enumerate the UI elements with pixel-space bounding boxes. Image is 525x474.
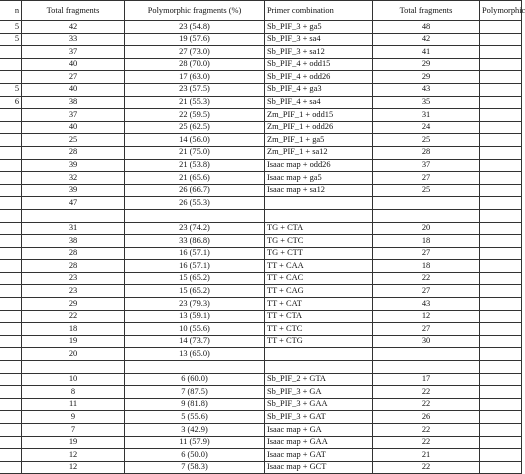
table-cell: Sb_PIF_4 + odd15 (265, 58, 373, 71)
table-cell: 40 (22, 83, 125, 96)
header-cell: Polymorphic fragments (%) (125, 1, 265, 21)
empty-cell (125, 209, 265, 222)
table-cell: 6 (50.0) (125, 449, 265, 462)
table-cell: 22 (373, 461, 480, 474)
table-cell: 32 (22, 172, 125, 185)
table-cell: 25 (62.5) (125, 121, 265, 134)
table-cell: 38 (22, 96, 125, 109)
table-cell: 23 (22, 272, 125, 285)
table-row (0, 398, 522, 411)
table-cell: 21 (75.0) (125, 146, 265, 159)
table-cell (0, 323, 22, 336)
table-cell (480, 436, 522, 449)
table-cell (0, 335, 22, 348)
table-cell: 13 (59.1) (125, 310, 265, 323)
table-cell (0, 235, 22, 248)
table-cell: 22 (59.5) (125, 109, 265, 122)
table-row (0, 46, 522, 59)
table-cell: Zm_PIF_1 + sa12 (265, 146, 373, 159)
table-row (0, 83, 522, 96)
table-cell: 38 (22, 235, 125, 248)
table-cell: 28 (70.0) (125, 58, 265, 71)
table-cell: 20 (22, 348, 125, 361)
table-cell: 15 (65.2) (125, 285, 265, 298)
table-cell: Sb_PIF_4 + ga3 (265, 83, 373, 96)
header-cell: Total fragments (373, 1, 480, 21)
table-row (0, 222, 522, 235)
table-cell (480, 272, 522, 285)
table-row (0, 134, 522, 147)
table-cell: 23 (74.2) (125, 222, 265, 235)
table-cell: 31 (22, 222, 125, 235)
table-cell (0, 121, 22, 134)
header-cell: Primer combination (265, 1, 373, 21)
table-cell: Isaac map + GA (265, 424, 373, 437)
table-cell (480, 58, 522, 71)
table-cell (480, 285, 522, 298)
table-cell (0, 373, 22, 386)
table-cell: 28 (22, 146, 125, 159)
table-row (0, 58, 522, 71)
table-cell (0, 449, 22, 462)
table-cell (480, 46, 522, 59)
table-cell: 27 (373, 172, 480, 185)
table-cell: Sb_PIF_3 + GAA (265, 398, 373, 411)
table-cell: Sb_PIF_3 + ga5 (265, 21, 373, 34)
table-cell: 7 (58.3) (125, 461, 265, 474)
table-cell (480, 424, 522, 437)
table-cell: 23 (54.8) (125, 21, 265, 34)
table-cell (265, 197, 373, 210)
table-cell (0, 71, 22, 84)
table-cell: Isaac map + GCT (265, 461, 373, 474)
table-cell: 14 (73.7) (125, 335, 265, 348)
table-cell (0, 285, 22, 298)
table-cell: 18 (373, 260, 480, 273)
table-cell: 33 (86.8) (125, 235, 265, 248)
table-row (0, 159, 522, 172)
table-cell (0, 411, 22, 424)
table-cell: TG + CTT (265, 247, 373, 260)
table-cell (0, 436, 22, 449)
table-cell: 27 (373, 247, 480, 260)
table-cell: 42 (373, 33, 480, 46)
table-cell: Zm_PIF_1 + ga5 (265, 134, 373, 147)
header-cell: Total fragments (22, 1, 125, 21)
table-cell (480, 109, 522, 122)
table-cell: 27 (373, 323, 480, 336)
table-row (0, 96, 522, 109)
table-cell (0, 222, 22, 235)
table-cell (480, 184, 522, 197)
table-cell: 3 (42.9) (125, 424, 265, 437)
table-cell (480, 197, 522, 210)
table-cell: 37 (22, 46, 125, 59)
table-cell: TT + CTC (265, 323, 373, 336)
table-cell (480, 310, 522, 323)
table-cell: 37 (373, 159, 480, 172)
table-cell: Sb_PIF_3 + GAT (265, 411, 373, 424)
table-cell (0, 398, 22, 411)
table-cell: 13 (65.0) (125, 348, 265, 361)
table-cell: 5 (0, 83, 22, 96)
table-cell (265, 348, 373, 361)
table-cell (0, 197, 22, 210)
table-cell: Sb_PIF_3 + GA (265, 386, 373, 399)
table-row (0, 461, 522, 474)
table-row (0, 348, 522, 361)
table-cell: 6 (60.0) (125, 373, 265, 386)
table-cell: Isaac map + odd26 (265, 159, 373, 172)
table-cell (0, 109, 22, 122)
table-cell (0, 184, 22, 197)
table-cell: 48 (373, 21, 480, 34)
table-row (0, 310, 522, 323)
table-row (0, 184, 522, 197)
table-cell: 6 (0, 96, 22, 109)
table-row (0, 146, 522, 159)
table-cell: Zm_PIF_1 + odd26 (265, 121, 373, 134)
table-cell: 11 (57.9) (125, 436, 265, 449)
empty-cell (0, 209, 22, 222)
table-cell (480, 298, 522, 311)
table-cell (480, 348, 522, 361)
table-cell: 22 (22, 310, 125, 323)
table-header-row (0, 1, 522, 21)
table-cell: 17 (63.0) (125, 71, 265, 84)
empty-cell (0, 361, 22, 374)
empty-cell (480, 209, 522, 222)
table-cell (480, 386, 522, 399)
table-cell: 25 (373, 134, 480, 147)
table-cell: 9 (81.8) (125, 398, 265, 411)
table-cell: 18 (373, 235, 480, 248)
table-cell: 18 (22, 323, 125, 336)
table-cell: TT + CAC (265, 272, 373, 285)
table-cell: 22 (373, 398, 480, 411)
group-separator-row (0, 209, 522, 222)
table-cell (0, 146, 22, 159)
table-cell: Sb_PIF_4 + odd26 (265, 71, 373, 84)
table-cell: TT + CAA (265, 260, 373, 273)
table-cell (480, 247, 522, 260)
table-cell (480, 172, 522, 185)
table-row (0, 172, 522, 185)
table-cell: 23 (79.3) (125, 298, 265, 311)
table-row (0, 449, 522, 462)
table-cell: 29 (22, 298, 125, 311)
table-cell (0, 134, 22, 147)
table-row (0, 335, 522, 348)
table-cell: 8 (22, 386, 125, 399)
table-cell: Isaac map + sa12 (265, 184, 373, 197)
table-cell: 41 (373, 46, 480, 59)
table-cell: 5 (55.6) (125, 411, 265, 424)
table-cell (0, 386, 22, 399)
table-cell: 39 (22, 184, 125, 197)
table-row (0, 373, 522, 386)
table-cell (480, 323, 522, 336)
table-cell: 14 (56.0) (125, 134, 265, 147)
table-cell: 21 (53.8) (125, 159, 265, 172)
table-cell: Isaac map + ga5 (265, 172, 373, 185)
table-cell: TG + CTA (265, 222, 373, 235)
table-cell: Isaac map + GAA (265, 436, 373, 449)
table-cell: 33 (22, 33, 125, 46)
table-row (0, 386, 522, 399)
table-cell (373, 197, 480, 210)
table-cell (480, 146, 522, 159)
table-body (0, 21, 522, 474)
table-cell (480, 159, 522, 172)
table-row (0, 260, 522, 273)
table-cell: 5 (0, 21, 22, 34)
table-cell: Sb_PIF_3 + sa4 (265, 33, 373, 46)
table-cell: 28 (22, 260, 125, 273)
table-cell: TT + CAG (265, 285, 373, 298)
table-cell: 22 (373, 424, 480, 437)
table-row (0, 298, 522, 311)
table-cell (0, 272, 22, 285)
table-cell: Sb_PIF_4 + sa4 (265, 96, 373, 109)
table-cell: 23 (22, 285, 125, 298)
table-cell (480, 235, 522, 248)
table-cell: 29 (373, 71, 480, 84)
table-cell: 16 (57.1) (125, 260, 265, 273)
table-row (0, 272, 522, 285)
table-cell (0, 46, 22, 59)
table-row (0, 33, 522, 46)
table-cell (0, 348, 22, 361)
table-cell: 19 (22, 436, 125, 449)
table-cell (480, 33, 522, 46)
table-row (0, 411, 522, 424)
table-cell: 43 (373, 298, 480, 311)
empty-cell (265, 361, 373, 374)
header-cell: n (0, 1, 22, 21)
table-row (0, 21, 522, 34)
table-cell: 19 (57.6) (125, 33, 265, 46)
table-cell: 5 (0, 33, 22, 46)
table-cell: TG + CTC (265, 235, 373, 248)
table-row (0, 323, 522, 336)
table-cell (480, 83, 522, 96)
table-cell: 9 (22, 411, 125, 424)
table-cell: 7 (87.5) (125, 386, 265, 399)
table-cell: 16 (57.1) (125, 247, 265, 260)
table-cell: 26 (66.7) (125, 184, 265, 197)
table-cell: 25 (373, 184, 480, 197)
table-cell: 11 (22, 398, 125, 411)
table-cell (480, 449, 522, 462)
table-row (0, 424, 522, 437)
table-cell: 12 (22, 449, 125, 462)
empty-cell (125, 361, 265, 374)
table-row (0, 71, 522, 84)
table-cell (373, 348, 480, 361)
table-cell (480, 411, 522, 424)
table-row (0, 197, 522, 210)
table-cell (480, 398, 522, 411)
table-cell: 27 (73.0) (125, 46, 265, 59)
table-cell: 17 (373, 373, 480, 386)
table-cell: 21 (373, 449, 480, 462)
table-cell: 21 (55.3) (125, 96, 265, 109)
table-row (0, 235, 522, 248)
empty-cell (480, 361, 522, 374)
table-cell: 40 (22, 121, 125, 134)
table-cell: TT + CTA (265, 310, 373, 323)
table-cell: 28 (22, 247, 125, 260)
table-cell: 42 (22, 21, 125, 34)
table-cell (0, 461, 22, 474)
table-cell: 10 (22, 373, 125, 386)
table-cell: Sb_PIF_2 + GTA (265, 373, 373, 386)
table-cell: 7 (22, 424, 125, 437)
table-cell: 30 (373, 335, 480, 348)
table-row (0, 109, 522, 122)
table-cell (0, 172, 22, 185)
table-cell: 12 (22, 461, 125, 474)
table-cell: 43 (373, 83, 480, 96)
table-row (0, 285, 522, 298)
table-cell (480, 71, 522, 84)
table-cell: TT + CAT (265, 298, 373, 311)
table-cell: 29 (373, 58, 480, 71)
table-cell: 27 (22, 71, 125, 84)
table-cell: TT + CTG (265, 335, 373, 348)
table-cell: 22 (373, 272, 480, 285)
table-cell: 40 (22, 58, 125, 71)
table-cell: 28 (373, 146, 480, 159)
empty-cell (265, 209, 373, 222)
table-cell (480, 96, 522, 109)
table-cell: 19 (22, 335, 125, 348)
table-cell: 47 (22, 197, 125, 210)
table-cell: 23 (57.5) (125, 83, 265, 96)
table-cell: 15 (65.2) (125, 272, 265, 285)
table-cell (480, 373, 522, 386)
table-row (0, 436, 522, 449)
table-cell: 25 (22, 134, 125, 147)
table-cell: 20 (373, 222, 480, 235)
empty-cell (22, 209, 125, 222)
empty-cell (22, 361, 125, 374)
table-cell (480, 134, 522, 147)
table-cell: 26 (55.3) (125, 197, 265, 210)
table-cell: 10 (55.6) (125, 323, 265, 336)
table-cell: 22 (373, 386, 480, 399)
table-cell: 35 (373, 96, 480, 109)
table-cell: 22 (373, 436, 480, 449)
header-cell: Polymorphic (480, 1, 522, 21)
table-cell: Zm_PIF_1 + odd15 (265, 109, 373, 122)
table-cell (0, 260, 22, 273)
empty-cell (373, 361, 480, 374)
table-cell (0, 424, 22, 437)
table-cell (0, 298, 22, 311)
table-cell: 12 (373, 310, 480, 323)
empty-cell (373, 209, 480, 222)
table-cell: 27 (373, 285, 480, 298)
table-cell (480, 461, 522, 474)
table-cell (480, 222, 522, 235)
group-separator-row (0, 361, 522, 374)
table-row (0, 247, 522, 260)
table-cell (0, 159, 22, 172)
table-cell: Sb_PIF_3 + sa12 (265, 46, 373, 59)
table-cell (480, 21, 522, 34)
table-row (0, 121, 522, 134)
table-cell: 31 (373, 109, 480, 122)
table-cell: 37 (22, 109, 125, 122)
table-cell: 24 (373, 121, 480, 134)
table-cell: 39 (22, 159, 125, 172)
table-cell: 26 (373, 411, 480, 424)
table-cell (0, 58, 22, 71)
table-cell: 21 (65.6) (125, 172, 265, 185)
table-cell (480, 121, 522, 134)
table-cell (480, 335, 522, 348)
table-cell (480, 260, 522, 273)
table-cell: Isaac map + GAT (265, 449, 373, 462)
table-cell (0, 247, 22, 260)
table-cell (0, 310, 22, 323)
